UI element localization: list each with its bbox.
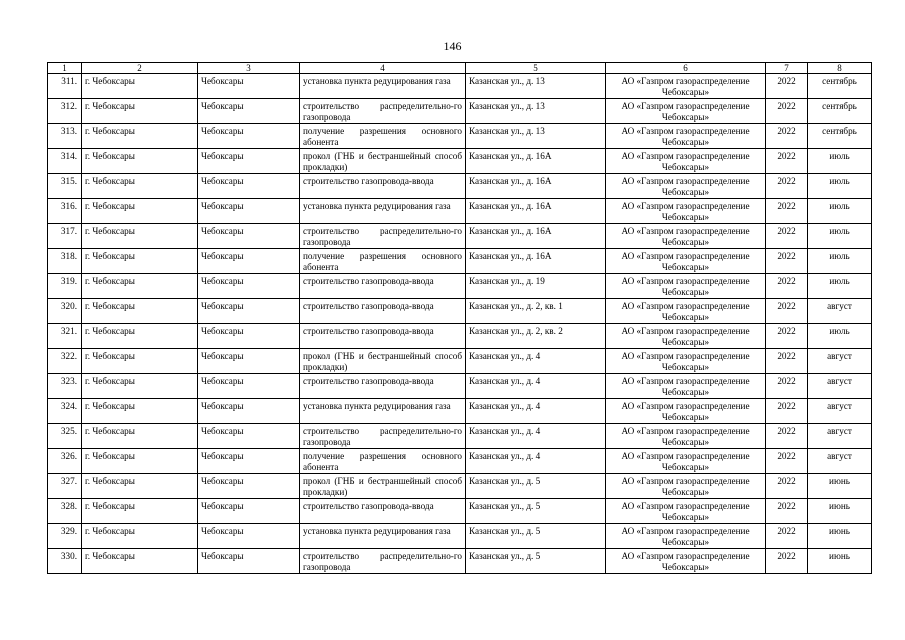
address-cell: Казанская ул., д. 16А [466,249,606,274]
address-cell: Казанская ул., д. 16А [466,199,606,224]
column-header: 2 [82,63,198,74]
row-number-cell: 315. [48,174,82,199]
row-number-cell: 323. [48,374,82,399]
address-cell: Казанская ул., д. 4 [466,449,606,474]
organization-cell: АО «Газпром газораспределение Чебоксары» [606,349,766,374]
work-type-cell: получение разрешения основного абонента [300,449,466,474]
organization-cell: АО «Газпром газораспределение Чебоксары» [606,224,766,249]
table-row [48,249,872,274]
year-cell: 2022 [766,199,808,224]
organization-cell: АО «Газпром газораспределение Чебоксары» [606,449,766,474]
table-row [48,424,872,449]
organization-cell: АО «Газпром газораспределение Чебоксары» [606,474,766,499]
address-cell: Казанская ул., д. 13 [466,124,606,149]
month-cell: сентябрь [808,99,872,124]
address-cell: Казанская ул., д. 4 [466,374,606,399]
row-number-cell: 324. [48,399,82,424]
organization-cell: АО «Газпром газораспределение Чебоксары» [606,99,766,124]
work-type-cell: получение разрешения основного абонента [300,124,466,149]
address-cell: Казанская ул., д. 5 [466,499,606,524]
settlement-cell: Чебоксары [198,399,300,424]
address-cell: Казанская ул., д. 5 [466,474,606,499]
table-row [48,149,872,174]
municipality-cell: г. Чебоксары [82,524,198,549]
work-type-cell: строительство газопровода-ввода [300,324,466,349]
row-number-cell: 317. [48,224,82,249]
year-cell: 2022 [766,74,808,99]
organization-cell: АО «Газпром газораспределение Чебоксары» [606,424,766,449]
year-cell: 2022 [766,299,808,324]
table-row [48,274,872,299]
year-cell: 2022 [766,349,808,374]
month-cell: июнь [808,524,872,549]
table-row [48,299,872,324]
municipality-cell: г. Чебоксары [82,374,198,399]
municipality-cell: г. Чебоксары [82,549,198,574]
table-row [48,449,872,474]
table-row [48,399,872,424]
month-cell: август [808,349,872,374]
work-type-cell: строительство газопровода-ввода [300,174,466,199]
row-number-cell: 328. [48,499,82,524]
year-cell: 2022 [766,99,808,124]
work-type-cell: строительство распределительно-го газопровода [300,424,466,449]
table-row [48,174,872,199]
municipality-cell: г. Чебоксары [82,324,198,349]
row-number-cell: 312. [48,99,82,124]
table-row [48,99,872,124]
table-row [48,199,872,224]
year-cell: 2022 [766,249,808,274]
organization-cell: АО «Газпром газораспределение Чебоксары» [606,174,766,199]
work-type-cell: установка пункта редуцирования газа [300,399,466,424]
column-header: 8 [808,63,872,74]
address-cell: Казанская ул., д. 13 [466,99,606,124]
address-cell: Казанская ул., д. 2, кв. 2 [466,324,606,349]
column-header: 4 [300,63,466,74]
column-header: 7 [766,63,808,74]
organization-cell: АО «Газпром газораспределение Чебоксары» [606,149,766,174]
month-cell: июнь [808,474,872,499]
settlement-cell: Чебоксары [198,349,300,374]
settlement-cell: Чебоксары [198,299,300,324]
address-cell: Казанская ул., д. 16А [466,149,606,174]
row-number-cell: 329. [48,524,82,549]
work-type-cell: прокол (ГНБ и бестраншейный способ прокладки) [300,474,466,499]
address-cell: Казанская ул., д. 16А [466,224,606,249]
address-cell: Казанская ул., д. 4 [466,424,606,449]
settlement-cell: Чебоксары [198,374,300,399]
table-row [48,124,872,149]
organization-cell: АО «Газпром газораспределение Чебоксары» [606,374,766,399]
row-number-cell: 326. [48,449,82,474]
row-number-cell: 318. [48,249,82,274]
work-type-cell: строительство распределительно-го газопровода [300,224,466,249]
year-cell: 2022 [766,274,808,299]
year-cell: 2022 [766,324,808,349]
work-type-cell: установка пункта редуцирования газа [300,524,466,549]
municipality-cell: г. Чебоксары [82,349,198,374]
municipality-cell: г. Чебоксары [82,149,198,174]
year-cell: 2022 [766,524,808,549]
organization-cell: АО «Газпром газораспределение Чебоксары» [606,199,766,224]
row-number-cell: 330. [48,549,82,574]
year-cell: 2022 [766,124,808,149]
settlement-cell: Чебоксары [198,199,300,224]
work-type-cell: строительство газопровода-ввода [300,299,466,324]
organization-cell: АО «Газпром газораспределение Чебоксары» [606,499,766,524]
row-number-cell: 321. [48,324,82,349]
row-number-cell: 313. [48,124,82,149]
address-cell: Казанская ул., д. 2, кв. 1 [466,299,606,324]
work-type-cell: строительство газопровода-ввода [300,499,466,524]
year-cell: 2022 [766,449,808,474]
month-cell: июль [808,199,872,224]
settlement-cell: Чебоксары [198,449,300,474]
row-number-cell: 320. [48,299,82,324]
month-cell: август [808,299,872,324]
row-number-cell: 325. [48,424,82,449]
year-cell: 2022 [766,374,808,399]
settlement-cell: Чебоксары [198,499,300,524]
organization-cell: АО «Газпром газораспределение Чебоксары» [606,124,766,149]
municipality-cell: г. Чебоксары [82,399,198,424]
settlement-cell: Чебоксары [198,174,300,199]
year-cell: 2022 [766,499,808,524]
year-cell: 2022 [766,399,808,424]
municipality-cell: г. Чебоксары [82,449,198,474]
municipality-cell: г. Чебоксары [82,474,198,499]
settlement-cell: Чебоксары [198,424,300,449]
municipality-cell: г. Чебоксары [82,199,198,224]
organization-cell: АО «Газпром газораспределение Чебоксары» [606,524,766,549]
year-cell: 2022 [766,549,808,574]
month-cell: август [808,449,872,474]
month-cell: июнь [808,499,872,524]
year-cell: 2022 [766,474,808,499]
organization-cell: АО «Газпром газораспределение Чебоксары» [606,74,766,99]
row-number-cell: 311. [48,74,82,99]
year-cell: 2022 [766,149,808,174]
settlement-cell: Чебоксары [198,224,300,249]
table-row [48,549,872,574]
month-cell: август [808,424,872,449]
address-cell: Казанская ул., д. 5 [466,549,606,574]
organization-cell: АО «Газпром газораспределение Чебоксары» [606,274,766,299]
page-number: 146 [443,39,462,53]
column-header: 6 [606,63,766,74]
month-cell: сентябрь [808,124,872,149]
column-header: 1 [48,63,82,74]
row-number-cell: 314. [48,149,82,174]
table-row [48,74,872,99]
settlement-cell: Чебоксары [198,124,300,149]
work-type-cell: строительство распределительно-го газопровода [300,549,466,574]
municipality-cell: г. Чебоксары [82,74,198,99]
table-row [48,224,872,249]
column-header: 5 [466,63,606,74]
month-cell: июль [808,149,872,174]
municipality-cell: г. Чебоксары [82,99,198,124]
settlement-cell: Чебоксары [198,249,300,274]
settlement-cell: Чебоксары [198,74,300,99]
organization-cell: АО «Газпром газораспределение Чебоксары» [606,299,766,324]
row-number-cell: 322. [48,349,82,374]
address-cell: Казанская ул., д. 4 [466,399,606,424]
table-header-row [48,63,872,74]
year-cell: 2022 [766,224,808,249]
year-cell: 2022 [766,174,808,199]
table-row [48,499,872,524]
organization-cell: АО «Газпром газораспределение Чебоксары» [606,549,766,574]
row-number-cell: 319. [48,274,82,299]
settlement-cell: Чебоксары [198,99,300,124]
municipality-cell: г. Чебоксары [82,124,198,149]
table-row [48,474,872,499]
work-type-cell: прокол (ГНБ и бестраншейный способ прокладки) [300,349,466,374]
organization-cell: АО «Газпром газораспределение Чебоксары» [606,249,766,274]
settlement-cell: Чебоксары [198,274,300,299]
year-cell: 2022 [766,424,808,449]
table-body [48,74,872,574]
work-type-cell: прокол (ГНБ и бестраншейный способ прокладки) [300,149,466,174]
work-type-cell: строительство газопровода-ввода [300,274,466,299]
address-cell: Казанская ул., д. 16А [466,174,606,199]
month-cell: август [808,399,872,424]
table-row [48,324,872,349]
work-type-cell: строительство распределительно-го газопровода [300,99,466,124]
address-cell: Казанская ул., д. 5 [466,524,606,549]
work-type-cell: получение разрешения основного абонента [300,249,466,274]
municipality-cell: г. Чебоксары [82,249,198,274]
work-type-cell: строительство газопровода-ввода [300,374,466,399]
table-row [48,349,872,374]
settlement-cell: Чебоксары [198,524,300,549]
month-cell: июль [808,274,872,299]
municipality-cell: г. Чебоксары [82,299,198,324]
month-cell: июль [808,174,872,199]
municipality-cell: г. Чебоксары [82,174,198,199]
column-header: 3 [198,63,300,74]
month-cell: август [808,374,872,399]
address-cell: Казанская ул., д. 13 [466,74,606,99]
organization-cell: АО «Газпром газораспределение Чебоксары» [606,399,766,424]
row-number-cell: 327. [48,474,82,499]
month-cell: сентябрь [808,74,872,99]
work-type-cell: установка пункта редуцирования газа [300,199,466,224]
municipality-cell: г. Чебоксары [82,424,198,449]
table-row [48,524,872,549]
municipality-cell: г. Чебоксары [82,274,198,299]
month-cell: июнь [808,549,872,574]
municipality-cell: г. Чебоксары [82,499,198,524]
address-cell: Казанская ул., д. 19 [466,274,606,299]
month-cell: июль [808,324,872,349]
row-number-cell: 316. [48,199,82,224]
organization-cell: АО «Газпром газораспределение Чебоксары» [606,324,766,349]
data-table [47,62,872,574]
month-cell: июль [808,224,872,249]
table-row [48,374,872,399]
municipality-cell: г. Чебоксары [82,224,198,249]
settlement-cell: Чебоксары [198,149,300,174]
month-cell: июль [808,249,872,274]
work-type-cell: установка пункта редуцирования газа [300,74,466,99]
settlement-cell: Чебоксары [198,549,300,574]
settlement-cell: Чебоксары [198,324,300,349]
address-cell: Казанская ул., д. 4 [466,349,606,374]
settlement-cell: Чебоксары [198,474,300,499]
